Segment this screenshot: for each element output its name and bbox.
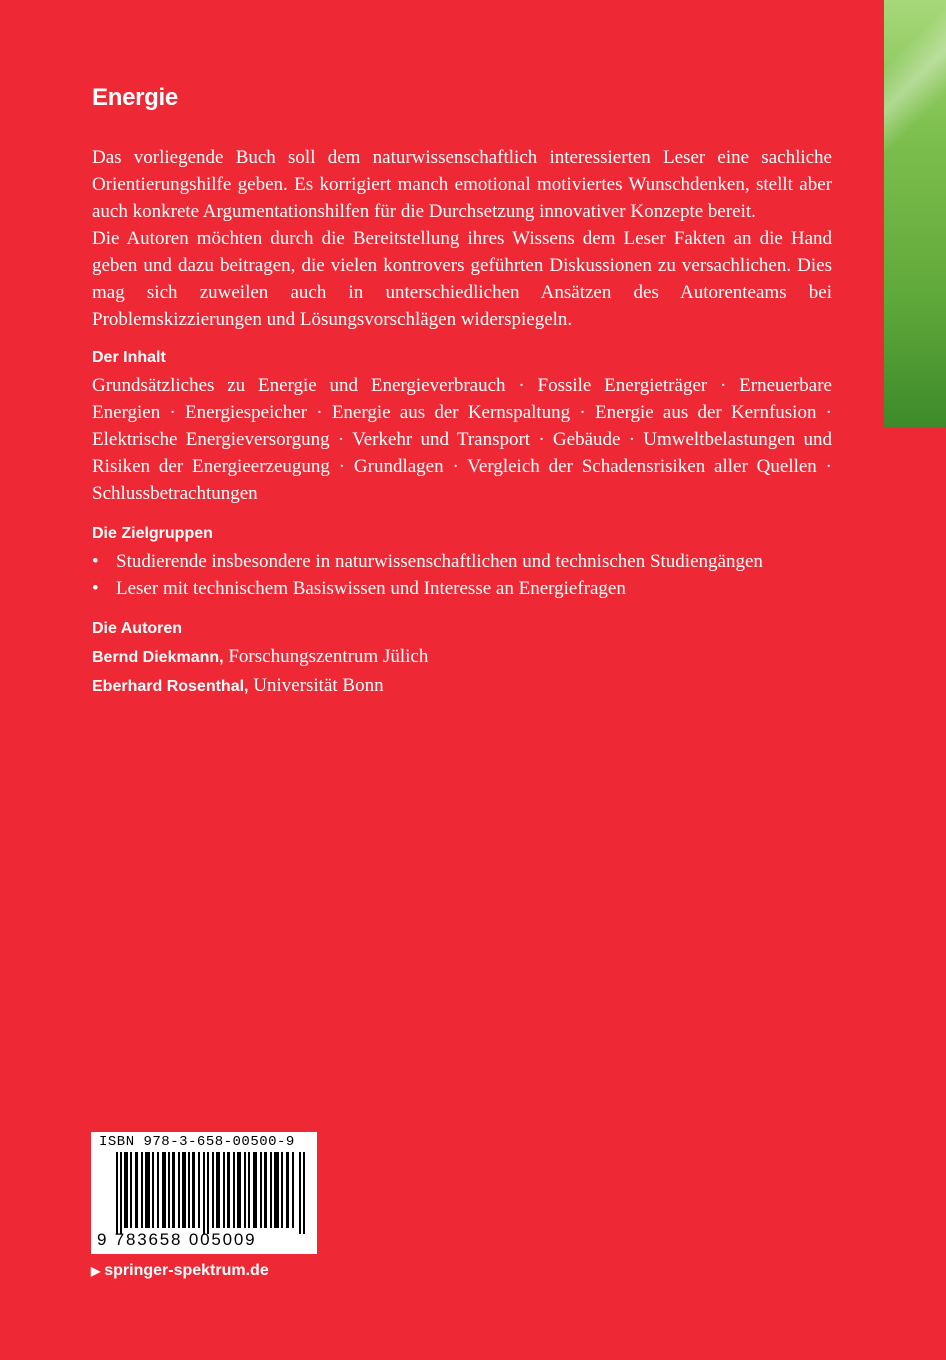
decorative-green-strip: [884, 0, 946, 428]
list-item: [92, 575, 832, 602]
book-title: Energie: [92, 84, 178, 111]
zielgruppen-heading: Die Zielgruppen: [92, 525, 213, 542]
author-affiliation: Forschungszentrum Jülich: [223, 646, 429, 667]
list-item-text: Studierende insbesondere in naturwissenschaftlichen und technischen Studiengängen: [116, 551, 763, 572]
author-entry: [92, 643, 832, 672]
author-name: Eberhard Rosenthal,: [92, 678, 249, 695]
back-cover-text: [92, 84, 832, 701]
bullet-icon: •: [92, 551, 99, 572]
inhalt-heading: Der Inhalt: [92, 349, 166, 366]
inhalt-text: Grundsätzliches zu Energie und Energieverbrauch · Fossile Energieträger · Erneuerbare Energien · Energiespeicher · Energie aus der Kernspaltung · Energie aus der Kernfusion · Elektrische Energieversorgung · Verkehr und Transport · Gebäude · Umweltbelastungen und Risiken der Energieerzeugung · Grundlagen · Vergleich der Schadensrisiken aller Quellen · Schlussbetrachtungen: [92, 375, 832, 504]
author-entry: [92, 672, 832, 701]
author-name: Bernd Diekmann,: [92, 649, 224, 666]
intro-paragraph-1: Das vorliegende Buch soll dem naturwissenschaftlich interessierten Leser eine sachliche Orientierungshilfe geben. Es korrigiert manch emotional motiviertes Wunschdenken, stellt aber auch konkrete Argumentationshilfen für die Durchsetzung innovativer Konzepte bereit.: [92, 147, 832, 222]
list-item: [92, 548, 832, 575]
light-streak: [884, 0, 946, 160]
isbn-barcode: [91, 1132, 317, 1254]
triangle-right-icon: ▶: [91, 1264, 101, 1278]
author-affiliation: Universität Bonn: [248, 675, 384, 696]
barcode-bars: [116, 1152, 306, 1234]
zielgruppen-list: [92, 548, 832, 602]
intro-paragraph-2: Die Autoren möchten durch die Bereitstellung ihres Wissens dem Leser Fakten an die Hand geben und dazu beitragen, die vielen kontrovers geführten Diskussionen zu versachlichen. Dies mag sich zuweilen auch in unterschiedlichen Ansätzen des Autorenteams bei Problemskizzierungen und Lösungsvorschlägen widerspiegeln.: [92, 228, 832, 330]
bullet-icon: •: [92, 578, 99, 599]
isbn-label: ISBN 978-3-658-00500-9: [99, 1134, 295, 1150]
publisher-website[interactable]: [91, 1262, 269, 1280]
autoren-heading: Die Autoren: [92, 620, 183, 637]
list-item-text: Leser mit technischem Basiswissen und Interesse an Energiefragen: [116, 578, 626, 599]
website-url[interactable]: springer-spektrum.de: [104, 1262, 269, 1279]
barcode-digits: 9 783658 005009: [97, 1230, 257, 1249]
